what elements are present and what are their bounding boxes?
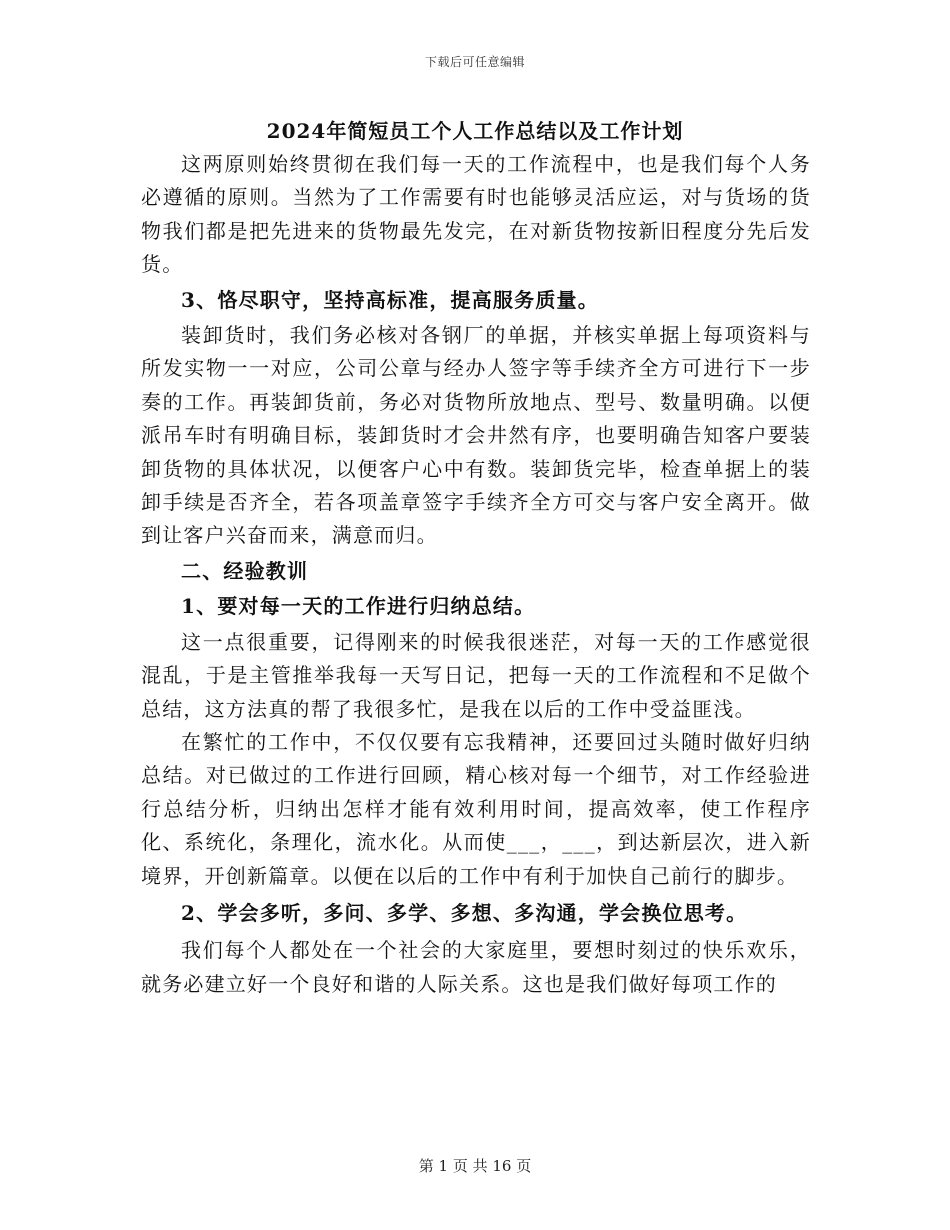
document-title: 2024年简短员工个人工作总结以及工作计划 — [266, 119, 684, 143]
page-number-footer: 第 1 页 共 16 页 — [418, 1157, 532, 1175]
body-paragraph: 我们每个人都处在一个社会的大家庭里，要想时刻过的快乐欢乐，就务必建立好一个良好和谐的人际关系。这也是我们做好每项工作的 — [141, 938, 811, 996]
section-heading: 1、要对每一天的工作进行归纳总结。 — [181, 594, 536, 619]
page-header-note: 下载后可任意编辑 — [424, 55, 525, 69]
document-body — [141, 148, 811, 1001]
section-heading: 3、恪尽职守，坚持高标准，提高服务质量。 — [181, 287, 599, 312]
body-paragraph: 在繁忙的工作中，不仅仅要有忘我精神，还要回过头随时做好归纳总结。对已做过的工作进行回顾，精心核对每一个细节，对工作经验进行总结分析，归纳出怎样才能有效利用时间，提高效率，使工作程序化、系统化，条理化，流水化。从而使___，___，到达新层次，进入新境界，开创新篇章。以便在以后的工作中有利于加快自己前行的脚步。 — [141, 729, 811, 888]
section-heading: 二、经验教训 — [181, 558, 309, 583]
section-heading: 2、学会多听，多问、多学、多想、多沟通，学会换位思考。 — [181, 900, 748, 925]
body-paragraph: 这一点很重要，记得刚来的时候我很迷茫，对每一天的工作感觉很混乱，于是主管推举我每一天写日记，把每一天的工作流程和不足做个总结，这方法真的帮了我很多忙，是我在以后的工作中受益匪浅。 — [141, 629, 811, 721]
body-paragraph: 这两原则始终贯彻在我们每一天的工作流程中，也是我们每个人务必遵循的原则。当然为了工作需要有时也能够灵活应运，对与货场的货物我们都是把先进来的货物最先发完，在对新货物按新旧程度分先后发货。 — [141, 152, 811, 277]
body-paragraph: 装卸货时，我们务必核对各钢厂的单据，并核实单据上每项资料与所发实物一一对应，公司公章与经办人签字等手续齐全方可进行下一步奏的工作。再装卸货前，务必对货物所放地点、型号、数量明确。以便派吊车时有明确目标，装卸货时才会井然有序，也要明确告知客户要装卸货物的具体状况，以便客户心中有数。装卸货完毕，检查单据上的装卸手续是否齐全，若各项盖章签字手续齐全方可交与客户安全离开。做到让客户兴奋而来，满意而归。 — [141, 323, 811, 548]
